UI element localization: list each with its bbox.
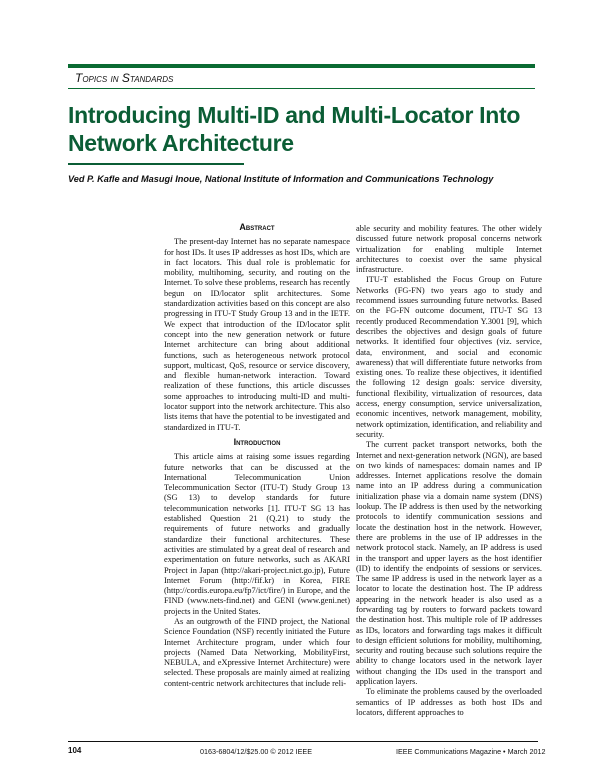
- journal-issue: IEEE Communications Magazine • March 2012: [396, 747, 546, 756]
- page-number: 104: [68, 746, 82, 755]
- right-paragraph-2: ITU-T established the Focus Group on Future Networks (FG-FN) two years ago to study and recommend issues surrounding future networks. Based on the FG-FN outcome document, ITU-T SG 13 recently produced Recommendation Y.3001 [9], which describes the objectives and design goals of future networks. It identified four objectives (viz. service, data, environment, and social and economic awareness) that will differentiate future networks from existing ones. To realize these objectives, it identified the following 12 design goals: service diversity, functional flexibility, virtualization of resources, data access, energy consumption, service universalization, economic incentives, network management, mobility, network optimization, identification, and reliability and security.: [356, 275, 542, 439]
- header-rule: [68, 88, 535, 89]
- right-paragraph-3: The current packet transport networks, both the Internet and next-generation network (NGN), are based on two kinds of namespaces: domain names and IP addresses. Internet applications resolve the domain name into an IP address during a communication initialization phase via a domain name system (DNS) lookup. The IP address is then used by the networking protocols to identify communication sessions and locate the destination host in the network. However, there are problems in the use of IP addresses in the network protocol stack. Namely, an IP address is used in the transport and upper layers as the host identifier (ID) to identify the endpoints of sessions or services. The same IP address is used in the network layer as a locator to locate the destination host. The IP address appearing in the network header is also used as a forwarding tag by routers to forward packets toward the destination host. This multiple role of IP addresses as IDs, locators and forwarding tags makes it difficult to design efficient solutions for mobility, multihoming, security and routing because such solutions require the ability to change locators used in the network layer without changing the IDs used in the transport and application layers.: [356, 440, 542, 687]
- abstract-paragraph: The present-day Internet has no separate namespace for host IDs. It uses IP addresses as host IDs, which are in fact locators. This dual role is problematic for mobility, multihoming, security, and routing on the Internet. To solve these problems, research has recently begun on ID/locator split architectures. Some standardization activities based on this concept are also progressing in ITU-T Study Group 13 and in the IETF. We expect that introduction of the ID/locator split concept into the new generation network or future Internet architecture can bring about additional functions, such as heterogeneous network protocol support, multicast, QoS, resource or service discovery, and flexible human-network interaction. Toward realization of these functions, this article discusses some approaches to introducing multi-ID and multi-locator support into the network architecture. This also lists items that have the potential to be investigated and standardized in ITU-T.: [164, 237, 350, 432]
- introduction-paragraph-1: This article aims at raising some issues regarding future networks that can be discussed at the International Telecommunication Union Telecommunication Sector (ITU-T) Study Group 13 (SG 13) to develop standards for future telecommunication networks [1]. ITU-T SG 13 has established Question 21 (Q.21) to study the requirements of future networks and gradually standardize their functional architectures. These activities are stimulated by a great deal of research and experimentation on future networks, such as AKARI Project in Japan (http://akari-project.nict.go.jp), Future Internet Forum (http://fif.kr) in Korea, FIRE (http://cordis.europa.eu/fp7/ict/fire/) in Europe, and the FIND (www.nets-find.net) and GENI (www.geni.net) projects in the United States.: [164, 452, 350, 616]
- right-column: [356, 224, 542, 718]
- introduction-heading: Introduction: [233, 436, 281, 447]
- left-column: [164, 222, 350, 689]
- section-tag: Topics in Standards: [75, 71, 174, 85]
- copyright-line: 0163-6804/12/$25.00 © 2012 IEEE: [200, 747, 312, 756]
- right-paragraph-4: To eliminate the problems caused by the overloaded semantics of IP addresses as both host IDs and locators, different approaches to: [356, 687, 542, 717]
- article-authors: Ved P. Kafle and Masugi Inoue, National Institute of Information and Communications Technology: [68, 174, 494, 184]
- header-accent-bar: [68, 64, 535, 68]
- article-title: Introducing Multi-ID and Multi-Locator Into Network Architecture: [68, 102, 521, 156]
- abstract-heading: Abstract: [239, 222, 275, 232]
- footer-rule: [68, 741, 538, 742]
- right-paragraph-1: able security and mobility features. The other widely discussed future network proposal concerns network virtualization for enabling multiple Internet architectures to coexist over the same physical infrastructure.: [356, 224, 542, 275]
- introduction-paragraph-2: As an outgrowth of the FIND project, the National Science Foundation (NSF) recently initiated the Future Internet Architecture program, under which four projects (Named Data Networking, MobilityFirst, NEBULA, and eXpressive Internet Architecture) were selected. These proposals are mainly aimed at realizing content-centric network architectures that include reli-: [164, 616, 350, 688]
- title-rule: [68, 163, 244, 165]
